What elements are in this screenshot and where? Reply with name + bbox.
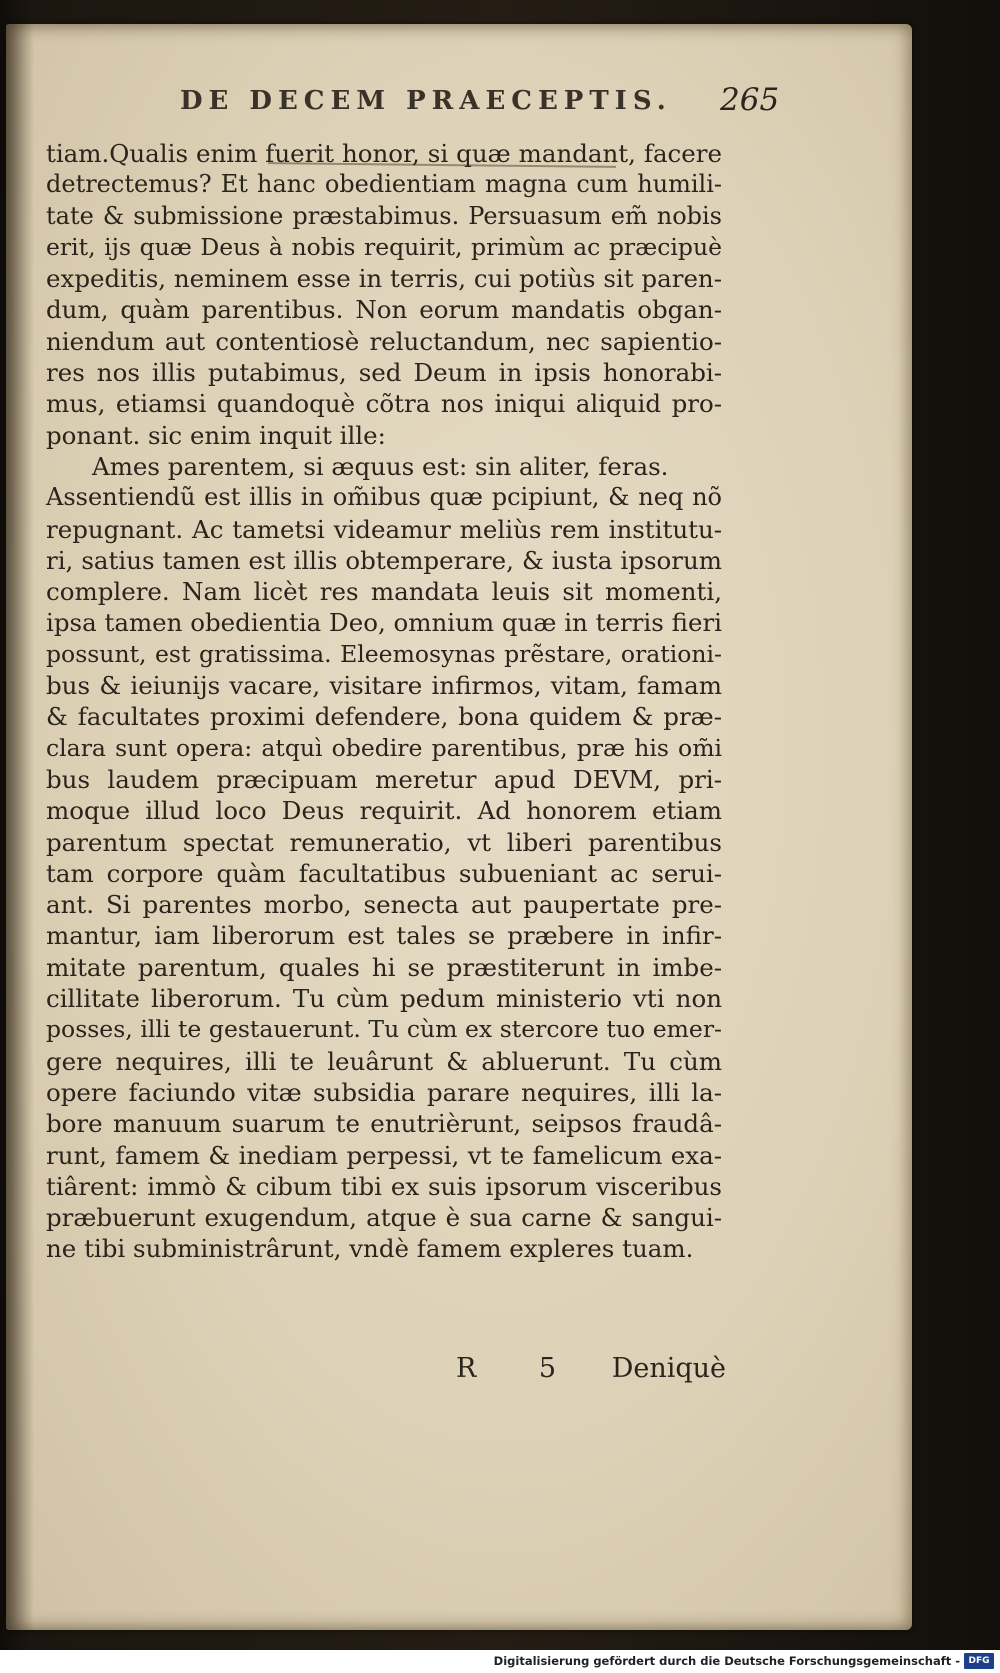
text-line: posses, illi te gestauerunt. Tu cùm ex stercore tuo emer- bbox=[46, 1015, 722, 1044]
text-line: ri, satius tamen est illis obtemperare, & iusta ipsorum bbox=[46, 545, 722, 575]
text-line: parentum spectat remuneratio, vt liberi parentibus bbox=[46, 827, 722, 857]
gutter-shadow bbox=[6, 24, 34, 1630]
text-line: opere faciundo vitæ subsidia parare nequires, illi la- bbox=[46, 1077, 722, 1107]
text-line: Ames parentem, si æquus est: sin aliter, feras. bbox=[92, 451, 669, 481]
text-line: Assentiendũ est illis in om̃ibus quæ pcipiunt, & neq nõ bbox=[46, 483, 722, 512]
digitization-notice: Digitalisierung gefördert durch die Deutsche Forschungsgemeinschaft - bbox=[493, 1654, 960, 1668]
catchword: Deniquè bbox=[611, 1353, 726, 1384]
text-line: bore manuum suarum te enutrièrunt, seipsos fraudâ- bbox=[46, 1109, 722, 1139]
text-line: complere. Nam licèt res mandata leuis sit momenti, bbox=[46, 577, 722, 607]
quire-number: 5 bbox=[538, 1353, 557, 1384]
text-line: ant. Si parentes morbo, senecta aut paupertate pre- bbox=[46, 890, 722, 920]
text-line: possunt, est gratissima. Eleemosynas prẽstare, orationi- bbox=[46, 639, 722, 668]
running-title: DE DECEM PRAECEPTIS. bbox=[180, 86, 672, 116]
text-line: dum, quàm parentibus. Non eorum mandatis obgan- bbox=[46, 295, 722, 325]
text-line: mantur, iam liberorum est tales se præbere in infir- bbox=[46, 921, 722, 951]
text-line: ne tibi subministrârunt, vndè famem expleres tuam. bbox=[46, 1234, 694, 1264]
text-line: repugnant. Ac tametsi videamur meliùs rem institutu- bbox=[46, 514, 722, 544]
text-line: cillitate liberorum. Tu cùm pedum ministerio vti non bbox=[46, 984, 722, 1014]
text-line: erit, ijs quæ Deus à nobis requirit, primùm ac præcipuè bbox=[46, 232, 722, 261]
text-line: ipsa tamen obedientia Deo, omnium quæ in terris fieri bbox=[46, 608, 722, 638]
text-line: moque illud loco Deus requirit. Ad honorem etiam bbox=[46, 796, 722, 826]
text-line: niendum aut contentiosè reluctandum, nec sapientio- bbox=[46, 326, 722, 356]
text-line: tiârent: immò & cibum tibi ex suis ipsorum visceribus bbox=[46, 1171, 722, 1201]
text-line: tam corpore quàm facultatibus subueniant ac serui- bbox=[46, 858, 722, 888]
text-line: res nos illis putabimus, sed Deum in ipsis honorabi- bbox=[46, 358, 722, 388]
text-line: ponant. sic enim inquit ille: bbox=[46, 420, 386, 450]
text-line: expeditis, neminem esse in terris, cui potiùs sit paren- bbox=[46, 264, 722, 294]
text-line: bus laudem præcipuam meretur apud DEVM, pri- bbox=[46, 764, 722, 794]
page-footer bbox=[456, 1353, 726, 1384]
body-text bbox=[46, 138, 722, 1265]
text-line: tate & submissione præstabimus. Persuasum em̃ nobis bbox=[46, 201, 722, 230]
text-line: clara sunt opera: atquì obedire parentibus, præ his om̃i bbox=[46, 733, 722, 762]
signature-mark: R bbox=[456, 1353, 477, 1384]
text-line: gere nequires, illi te leuârunt & abluerunt. Tu cùm bbox=[46, 1046, 722, 1076]
text-line: mus, etiamsi quandoquè cõtra nos iniqui aliquid pro- bbox=[46, 389, 722, 419]
text-line: & facultates proximi defendere, bona quidem & præ- bbox=[46, 702, 722, 732]
text-line: præbuerunt exugendum, atque è sua carne & sangui- bbox=[46, 1203, 722, 1233]
text-line: tiam.Qualis enim fuerit honor, si quæ mandant, facere bbox=[46, 139, 722, 168]
dfg-logo-icon: DFG bbox=[964, 1653, 994, 1669]
text-line: runt, famem & inediam perpessi, vt te famelicum exa- bbox=[46, 1140, 722, 1170]
text-line: bus & ieiunijs vacare, visitare infirmos, vitam, famam bbox=[46, 671, 722, 701]
text-line: mitate parentum, quales hi se præstiterunt in imbe- bbox=[46, 952, 722, 982]
text-line: detrectemus? Et hanc obedientiam magna cum humili- bbox=[46, 170, 722, 199]
digitization-bar bbox=[0, 1650, 1000, 1673]
page-number: 265 bbox=[720, 82, 780, 118]
